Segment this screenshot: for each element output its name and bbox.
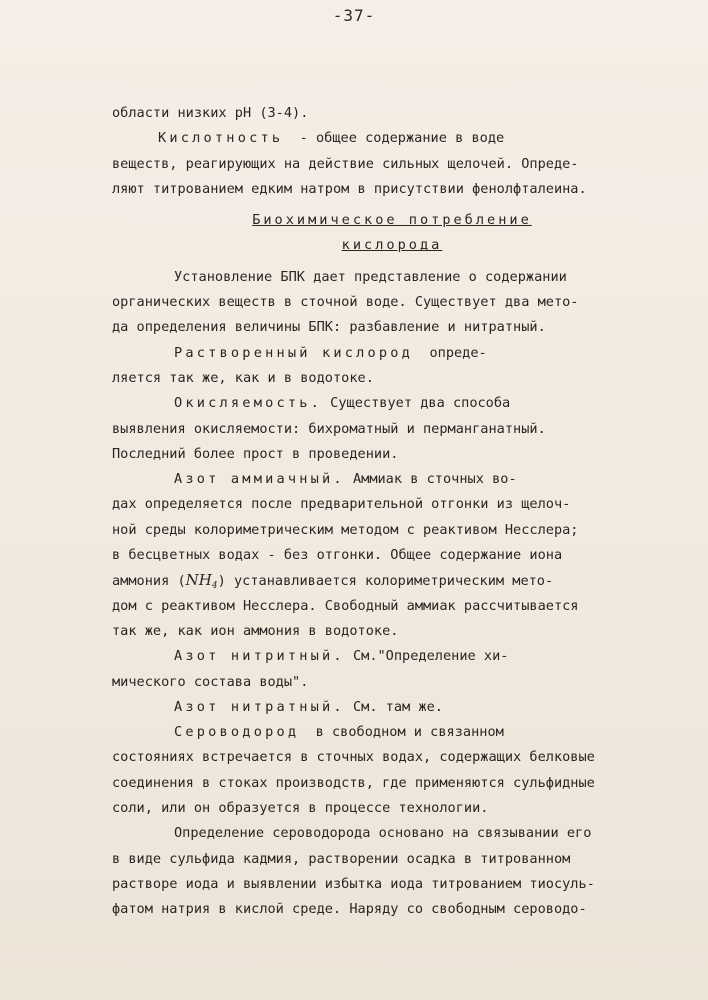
term-nitrite-nitrogen: Азот нитритный. xyxy=(174,648,345,665)
text-line: фатом натрия в кислой среде. Наряду со свободным сероводо- xyxy=(112,901,587,918)
term-nitrate-nitrogen: Азот нитратный. xyxy=(174,698,345,715)
term-hydrogen-sulfide: Сероводород xyxy=(174,724,300,741)
heading-line-1: Биохимическое потребление xyxy=(252,212,532,229)
text-line: мического состава воды". xyxy=(112,673,309,690)
page-number: -37- xyxy=(332,6,376,25)
text-fragment: опреде- xyxy=(413,344,487,361)
term-ammonia-nitrogen: Азот аммиачный. xyxy=(174,471,345,488)
text-line xyxy=(112,644,672,669)
text-line: в виде сульфида кадмия, растворении осадка в титрованном xyxy=(112,850,571,867)
text-line xyxy=(112,467,672,492)
text-line xyxy=(112,126,672,151)
section-heading xyxy=(112,233,672,258)
text-line: органических веществ в сточной воде. Существует два мето- xyxy=(112,294,579,311)
text-line: ляется так же, как и в водотоке. xyxy=(112,369,374,386)
text-fragment: Аммиак в сточных во- xyxy=(344,471,517,488)
text-line: да определения величины БПК: разбавление и нитратный. xyxy=(112,319,546,336)
text-line xyxy=(112,720,672,745)
text-line xyxy=(112,695,672,720)
text-line: растворе иода и выявлении избытка иода титрованием тиосуль- xyxy=(112,875,595,892)
text-line: дом с реактивом Несслера. Свободный аммиак рассчитывается xyxy=(112,597,579,614)
section-heading xyxy=(112,208,672,233)
text-line: ляют титрованием едким натром в присутствии фенолфталеина. xyxy=(112,180,587,197)
text-line: так же, как ион аммония в водотоке. xyxy=(112,622,399,639)
text-line: в бесцветных водах - без отгонки. Общее содержание иона xyxy=(112,547,563,564)
text-line xyxy=(112,341,672,366)
heading-line-2: кислорода xyxy=(341,237,443,254)
body-text xyxy=(112,101,672,923)
text-fragment: - общее содержание в воде xyxy=(283,130,505,147)
term-dissolved-oxygen: Растворенный кислород xyxy=(174,344,414,361)
text-line: Определение сероводорода основано на связывании его xyxy=(174,825,592,842)
term-acidity: Кислотность xyxy=(158,130,284,147)
term-oxidizability: Окисляемость. xyxy=(174,395,322,412)
text-fragment: См. там же. xyxy=(344,698,443,715)
text-fragment: аммония ( xyxy=(112,573,186,590)
text-fragment: в свободном и связанном xyxy=(299,724,504,741)
text-line: ной среды колориметрическим методом с реактивом Несслера; xyxy=(112,521,579,538)
text-line: соединения в стоках производств, где применяются сульфидные xyxy=(112,774,595,791)
text-line: Последний более прост в проведении. xyxy=(112,445,399,462)
formula-subscript: 4 xyxy=(211,581,218,592)
text-line: дах определяется после предварительной отгонки из щелоч- xyxy=(112,496,571,513)
text-line: Установление БПК дает представление о содержании xyxy=(174,268,567,285)
text-fragment: Существует два способа xyxy=(322,395,511,412)
ammonium-formula xyxy=(185,571,218,592)
text-line xyxy=(112,391,672,416)
text-line: веществ, реагирующих на действие сильных щелочей. Опреде- xyxy=(112,155,579,172)
text-line xyxy=(112,568,672,593)
text-line: состояниях встречается в сточных водах, содержащих белковые xyxy=(112,749,595,766)
formula-nh: NH xyxy=(185,571,212,590)
text-line: соли, или он образуется в процессе технологии. xyxy=(112,800,489,817)
text-line: области низких рН (3-4). xyxy=(112,105,309,121)
text-fragment: ) устанавливается колориметрическим мето- xyxy=(217,573,554,590)
text-line: выявления окисляемости: бихроматный и перманганатный. xyxy=(112,420,546,437)
text-fragment: См."Определение хи- xyxy=(344,648,509,665)
